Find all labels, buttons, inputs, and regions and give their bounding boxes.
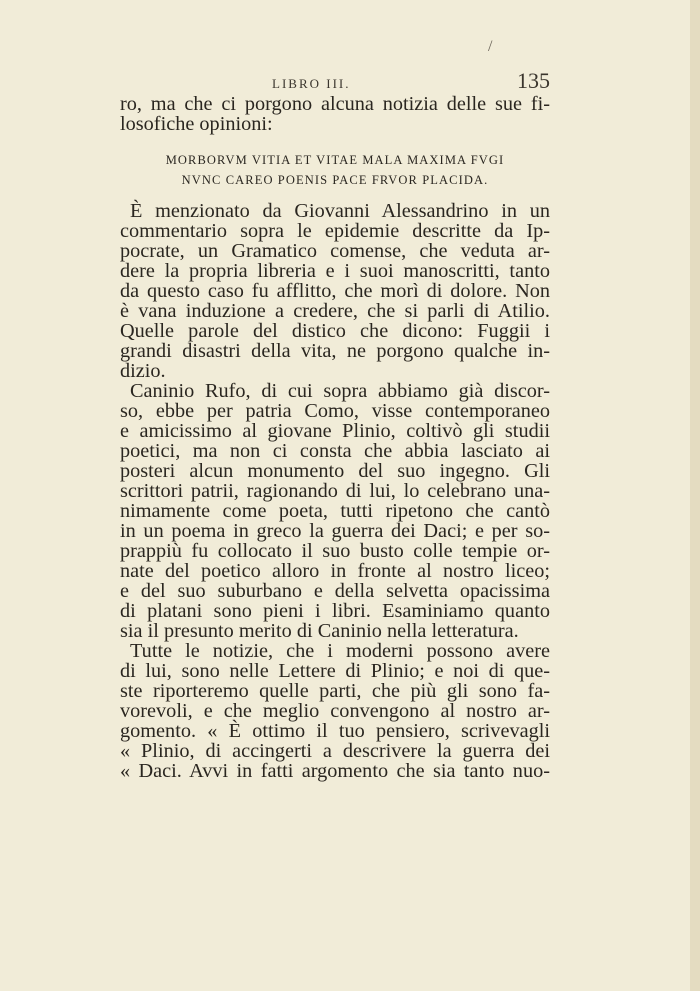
text-line: « Plinio, di accingerti a descrivere la guerra dei — [120, 740, 550, 762]
text-line: da questo caso fu afflitto, che morì di dolore. Non — [120, 280, 550, 302]
text-line: dizio. — [120, 360, 166, 382]
text-line: sia il presunto merito di Caninio nella letteratura. — [120, 620, 519, 642]
epigraph-line: NVNC CAREO POENIS PACE FRVOR PLACIDA. — [181, 173, 489, 187]
paragraph — [120, 381, 550, 641]
text-line: nate del poetico alloro in fronte al nostro liceo; — [120, 560, 550, 582]
text-line: ro, ma che ci porgono alcuna notizia delle sue fi- — [120, 93, 550, 115]
text-line: scrittori patrii, ragionando di lui, lo celebrano una- — [120, 480, 550, 502]
text-line: ste riporteremo quelle parti, che più gli sono fa- — [120, 680, 550, 702]
epigraph — [120, 150, 550, 190]
text-line: vorevoli, e che meglio convengono al nostro ar- — [120, 700, 550, 722]
text-line: e del suo suburbano e della selvetta opacissima — [120, 580, 550, 602]
body-text — [120, 94, 550, 781]
text-line: nimamente come poeta, tutti ripetono che cantò — [120, 500, 550, 522]
text-line: e amicissimo al giovane Plinio, coltivò gli studii — [120, 420, 550, 442]
paragraph — [120, 641, 550, 781]
text-line: losofiche opinioni: — [120, 113, 273, 135]
text-line: prappiù fu collocato il suo busto colle tempie or- — [120, 540, 550, 562]
text-line: è vana induzione a credere, che si parli di Atilio. — [120, 300, 550, 322]
epigraph-line: MORBORVM VITIA ET VITAE MALA MAXIMA FVGI — [165, 153, 505, 167]
text-line: Tutte le notizie, che i moderni possono avere — [130, 640, 550, 662]
text-line: È menzionato da Giovanni Alessandrino in un — [130, 200, 550, 222]
text-line: « Daci. Avvi in fatti argomento che sia tanto nuo- — [120, 760, 550, 782]
margin-tick: / — [488, 38, 493, 55]
text-line: pocrate, un Gramatico comense, che veduta ar- — [120, 240, 550, 262]
text-line: gomento. « È ottimo il tuo pensiero, scrivevagli — [120, 720, 550, 742]
text-line: Quelle parole del distico che dicono: Fuggii i — [120, 320, 550, 342]
text-line: grandi disastri della vita, ne porgono qualche in- — [120, 340, 550, 362]
text-line: so, ebbe per patria Como, visse contemporaneo — [120, 400, 550, 422]
paragraph — [120, 201, 550, 381]
page-number: 135 — [517, 68, 550, 93]
running-title: LIBRO III. — [272, 76, 351, 91]
page-edge — [690, 0, 700, 991]
page-header — [120, 68, 550, 94]
text-line: poetici, ma non ci consta che abbia lasciato ai — [120, 440, 550, 462]
text-line: Caninio Rufo, di cui sopra abbiamo già discor- — [130, 380, 550, 402]
text-line: posteri alcun monumento del suo ingegno. Gli — [120, 460, 550, 482]
text-line: commentario sopra le epidemie descritte da Ip- — [120, 220, 550, 242]
text-line: di lui, sono nelle Lettere di Plinio; e noi di que- — [120, 660, 550, 682]
text-line: dere la propria libreria e i suoi manoscritti, tanto — [120, 260, 550, 282]
intro-block — [120, 94, 550, 134]
text-line: di platani sono pieni i libri. Esaminiamo quanto — [120, 600, 550, 622]
text-line: in un poema in greco la guerra dei Daci; e per so- — [120, 520, 550, 542]
